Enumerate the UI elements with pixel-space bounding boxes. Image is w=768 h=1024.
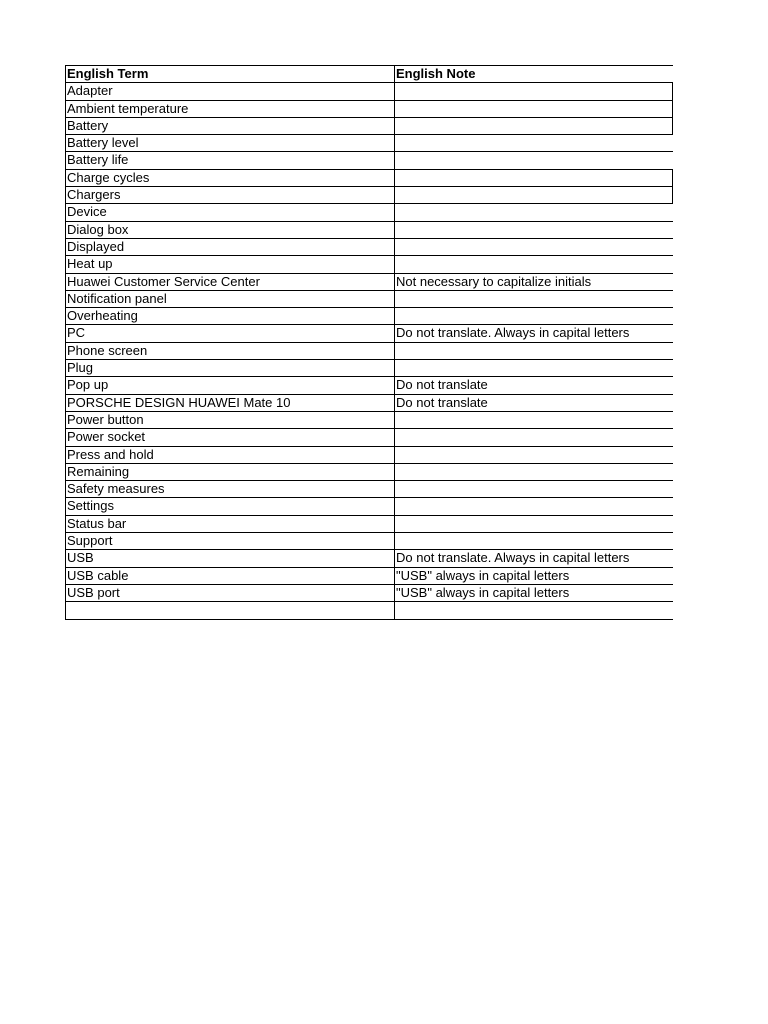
- table-row: [66, 308, 673, 325]
- table-row: [66, 533, 673, 550]
- term-cell: Chargers: [66, 187, 395, 203]
- note-cell: [395, 222, 673, 238]
- note-cell: [395, 308, 673, 324]
- glossary-table: [65, 65, 673, 620]
- term-cell: Notification panel: [66, 291, 395, 307]
- table-row: [66, 377, 673, 394]
- table-row: [66, 204, 673, 221]
- term-cell: PC: [66, 325, 395, 341]
- term-cell: Adapter: [66, 83, 395, 99]
- note-cell: [395, 429, 673, 445]
- table-row: [66, 516, 673, 533]
- term-cell: PORSCHE DESIGN HUAWEI Mate 10: [66, 395, 395, 411]
- table-row: [66, 291, 673, 308]
- note-cell: "USB" always in capital letters: [396, 567, 570, 583]
- term-cell: Remaining: [66, 464, 395, 480]
- note-cell: Not necessary to capitalize initials: [396, 273, 592, 289]
- table-row: [66, 343, 673, 360]
- note-cell: [395, 498, 673, 514]
- note-cell: [395, 170, 673, 186]
- table-row: [66, 83, 673, 100]
- term-cell: Power socket: [66, 429, 395, 445]
- term-cell: [66, 602, 395, 618]
- note-cell: Do not translate: [396, 394, 488, 410]
- note-cell: [395, 447, 673, 463]
- note-cell: [395, 343, 673, 359]
- term-cell: Settings: [66, 498, 395, 514]
- note-cell: [395, 412, 673, 428]
- note-cell: [395, 602, 673, 618]
- note-cell: [395, 533, 673, 549]
- term-cell: Battery life: [66, 152, 395, 168]
- term-cell: Displayed: [66, 239, 395, 255]
- term-cell: Battery: [66, 118, 395, 134]
- term-cell: Press and hold: [66, 447, 395, 463]
- table-row: [66, 429, 673, 446]
- table-row: [66, 222, 673, 239]
- table-body: [66, 83, 673, 619]
- table-row: [66, 412, 673, 429]
- table-row: [66, 602, 673, 619]
- table-row: [66, 550, 673, 567]
- column-header-english-note: English Note: [396, 66, 476, 81]
- note-cell: [395, 256, 673, 272]
- note-cell: [395, 464, 673, 480]
- note-cell: "USB" always in capital letters: [396, 584, 570, 600]
- note-cell: Do not translate: [396, 377, 488, 393]
- note-cell: [395, 135, 673, 151]
- term-cell: Charge cycles: [66, 170, 395, 186]
- note-cell: Do not translate. Always in capital letters: [396, 325, 630, 341]
- table-row: [66, 170, 673, 187]
- term-cell: Safety measures: [66, 481, 395, 497]
- table-row: [66, 118, 673, 135]
- term-cell: Huawei Customer Service Center: [66, 274, 395, 290]
- table-row: [66, 360, 673, 377]
- term-cell: USB port: [66, 585, 395, 601]
- term-cell: Dialog box: [66, 222, 395, 238]
- term-cell: Phone screen: [66, 343, 395, 359]
- note-cell: [395, 83, 673, 99]
- term-cell: Battery level: [66, 135, 395, 151]
- table-row: [66, 152, 673, 169]
- note-cell: [395, 481, 673, 497]
- term-cell: USB cable: [66, 568, 395, 584]
- term-cell: Heat up: [66, 256, 395, 272]
- table-row: [66, 568, 673, 585]
- term-cell: Overheating: [66, 308, 395, 324]
- table-row: [66, 325, 673, 342]
- term-cell: Status bar: [66, 516, 395, 532]
- term-cell: Power button: [66, 412, 395, 428]
- table-row: [66, 447, 673, 464]
- table-row: [66, 585, 673, 602]
- table-row: [66, 464, 673, 481]
- term-cell: Device: [66, 204, 395, 220]
- table-row: [66, 101, 673, 118]
- term-cell: Support: [66, 533, 395, 549]
- note-cell: [395, 101, 673, 117]
- term-cell: USB: [66, 550, 395, 566]
- table-row: [66, 256, 673, 273]
- note-cell: [395, 204, 673, 220]
- table-row: [66, 481, 673, 498]
- table-row: [66, 395, 673, 412]
- note-cell: [395, 360, 673, 376]
- table-row: [66, 187, 673, 204]
- note-cell: [395, 152, 673, 168]
- note-cell: [395, 187, 673, 203]
- term-cell: Ambient temperature: [66, 101, 395, 117]
- table-row: [66, 498, 673, 515]
- column-header-english-term: English Term: [66, 66, 395, 82]
- table-row: [66, 274, 673, 291]
- note-cell: [395, 516, 673, 532]
- note-cell: [395, 118, 673, 134]
- note-cell: [395, 239, 673, 255]
- note-cell: [395, 291, 673, 307]
- note-cell: Do not translate. Always in capital letters: [396, 550, 630, 566]
- table-row: [66, 135, 673, 152]
- term-cell: Plug: [66, 360, 395, 376]
- table-header-row: [66, 66, 673, 83]
- term-cell: Pop up: [66, 377, 395, 393]
- table-row: [66, 239, 673, 256]
